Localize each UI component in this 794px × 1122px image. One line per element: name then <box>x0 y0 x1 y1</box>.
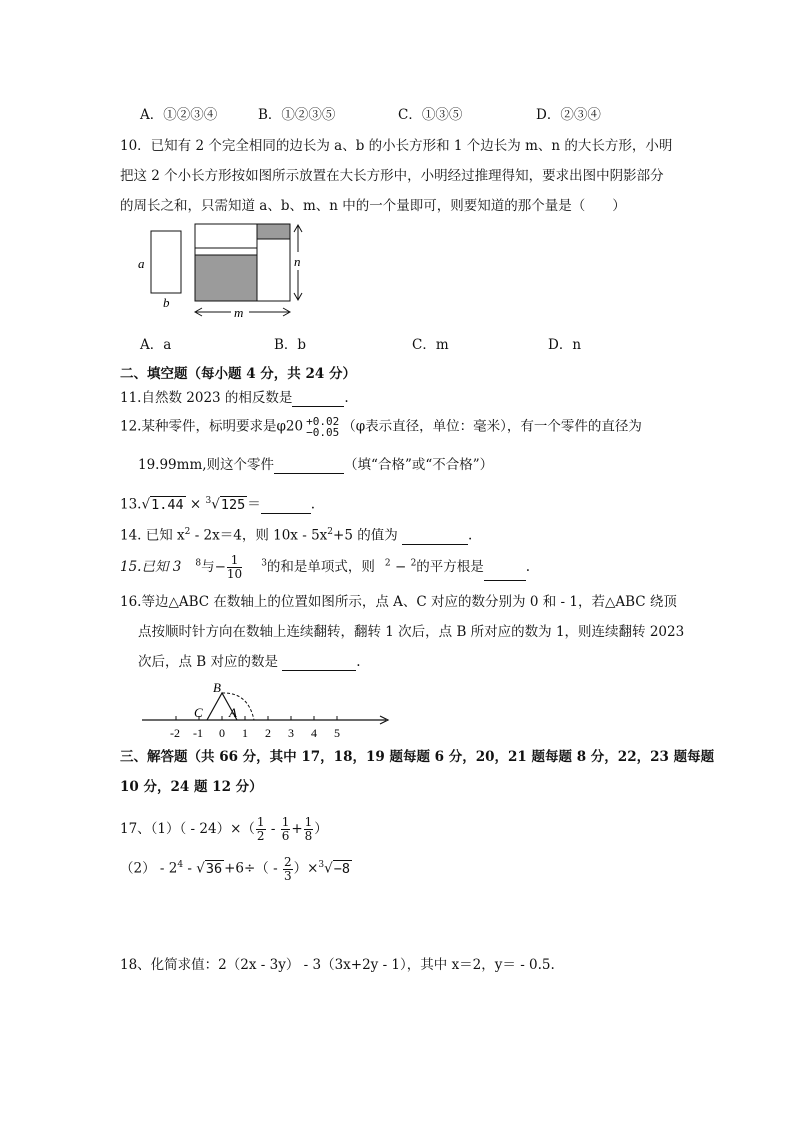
q10-figure <box>130 218 330 322</box>
q13: 13.√1.44 × $^3$√125 ＝ . <box>120 496 316 513</box>
q15: 15.已知 3 $^8$与− $\frac{1}{10}$ $^3$的和是单项式，则 $^2$ − $^2$的平方根是 . <box>120 553 531 581</box>
axis-tick-label: -2 <box>170 726 180 740</box>
q16-line-3: 次后，点 B 对应的数是 . <box>138 654 361 670</box>
q11: 11.自然数 2023 的相反数是 . <box>120 390 349 406</box>
label-a: a <box>138 256 145 271</box>
q12-line-2: 19.99mm,则这个零件 （填“合格”或“不合格”） <box>138 457 494 473</box>
shaded-region-left <box>195 255 257 301</box>
q10-line-3: 的周长之和，只需知道 a、b、m、n 中的一个量即可，则要知道的那个量是（ ） <box>120 198 626 214</box>
section-3-title-line-1: 三、解答题（共 66 分，其中 17，18，19 题每题 6 分，20，21 题每题 8 分，22，23 题每题 <box>120 749 715 765</box>
q10-line-2: 把这 2 个小长方形按如图所示放置在大长方形中，小明经过推理得知，要求出图中阴影部分 <box>120 168 664 184</box>
axis-tick-label: 2 <box>265 726 271 740</box>
axis-tick-label: 4 <box>311 726 317 740</box>
q18: 18、化简求值：2（2x - 3y） - 3（3x+2y - 1），其中 x＝2，y＝ - 0.5. <box>120 957 555 973</box>
q10-line-1: 10．已知有 2 个完全相同的边长为 a、b 的小长方形和 1 个边长为 m、n 的大长方形，小明 <box>120 138 673 154</box>
axis-tick-label: 3 <box>288 726 294 740</box>
rotation-arc <box>222 693 254 720</box>
q10-option-d: D．n <box>548 337 582 353</box>
q13-answer-blank <box>261 499 311 514</box>
q17-part-1: 17、（1）（ - 24）×（ $\frac{1}{2}$ - $\frac{1}{6}$ + $\frac{1}{8}$ ） <box>120 815 328 843</box>
point-c-label: C <box>194 705 203 720</box>
point-a-label: A <box>229 705 237 720</box>
q12-answer-blank <box>274 459 344 474</box>
q10-option-b: B．b <box>274 337 307 353</box>
axis-tick-label: -1 <box>193 726 203 740</box>
q14: 14. 已知 $x^2 - 2x=4$，则 $10x - 5x^2+5$ 的值为 . <box>120 527 473 544</box>
q14-answer-blank <box>402 530 468 545</box>
axis-tick-label: 1 <box>242 726 248 740</box>
q17-part-2: $(2) - 2^4 - √36 +6\div$（ - $\frac{2}{3}$ ）×$^3$√−8 <box>120 854 351 883</box>
q11-answer-blank <box>292 392 344 407</box>
q15-answer-blank <box>484 566 526 581</box>
q16-number-line <box>140 680 400 742</box>
axis-tick-label: 5 <box>334 726 340 740</box>
q16-line-1: 16.等边△ABC 在数轴上的位置如图所示，点 A、C 对应的数分别为 0 和 - 1，若△ABC 绕顶 <box>120 594 677 610</box>
q16-answer-blank <box>282 656 356 671</box>
q9-option-c: C．①③⑤ <box>398 107 463 123</box>
q16-line-2: 点按顺时针方向在数轴上连续翻转，翻转 1 次后，点 B 所对应的数为 1，则连续翻转 2023 <box>138 624 685 640</box>
small-rectangle <box>151 231 181 293</box>
axis-tick-label: 0 <box>219 726 225 740</box>
q9-option-b: B．①②③⑤ <box>258 107 336 123</box>
section-2-title: 二、填空题（每小题 4 分，共 24 分） <box>120 366 356 382</box>
point-b-label: B <box>213 680 221 695</box>
label-b: b <box>163 295 170 310</box>
shaded-region-right <box>257 224 290 239</box>
q9-option-d: D．②③④ <box>536 107 601 123</box>
section-3-title-line-2: 10 分，24 题 12 分） <box>120 779 263 795</box>
sqrt-sign: √ <box>141 496 151 513</box>
cbrt-sign: √ <box>211 496 220 513</box>
q9-option-a: A．①②③④ <box>140 107 218 123</box>
q12-line-1: 12.某种零件，标明要求是φ20 +0.02 −0.05 （φ表示直径，单位：毫米），有一个零件的直径为 <box>120 415 642 439</box>
q12-tolerance: +0.02 −0.05 <box>306 415 340 439</box>
q10-option-c: C．m <box>412 337 449 353</box>
q10-option-a: A．a <box>140 337 172 353</box>
label-m: m <box>234 305 244 320</box>
label-n: n <box>294 254 301 269</box>
